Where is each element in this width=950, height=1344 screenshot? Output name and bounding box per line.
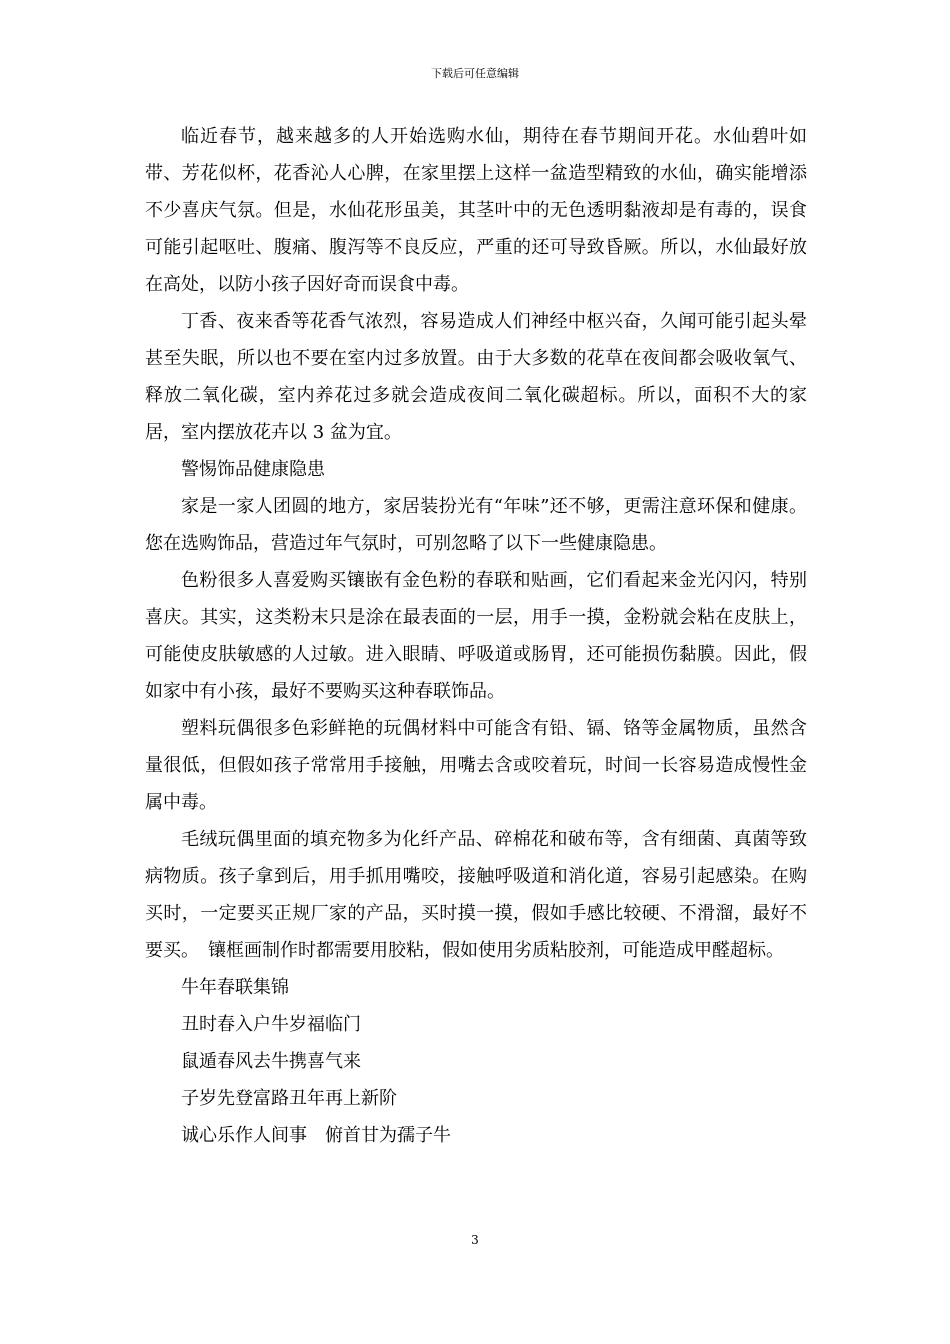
couplet-line: 鼠遁春风去牛携喜气来 xyxy=(181,1051,361,1072)
section-heading-decorations: 警惕饰品健康隐患 xyxy=(181,459,325,480)
paragraph-plush-toys: 毛绒玩偶里面的填充物多为化纤产品、碎棉花和破布等，含有细菌、真菌等致病物质。孩子拿到后，用手抓用嘴咬，接触呼吸道和消化道，容易引起感染。在购买时，一定要买正规厂家的产品，买时摸一摸，假如手感比较硬、不滑溜，最好不要买。 镶框画制作时都需要用胶粘，假如使用劣质粘胶剂，可能造成甲醛超标。 xyxy=(145,829,807,961)
couplet-line: 子岁先登富路丑年再上新阶 xyxy=(181,1088,397,1109)
page-number: 3 xyxy=(471,1233,479,1247)
couplet-line: 丑时春入户牛岁福临门 xyxy=(181,1014,361,1035)
paragraph-color-powder: 色粉很多人喜爱购买镶嵌有金色粉的春联和贴画，它们看起来金光闪闪，特别喜庆。其实，这类粉末只是涂在最表面的一层，用手一摸，金粉就会粘在皮肤上，可能使皮肤敏感的人过敏。进入眼睛、呼吸道或肠胃，还可能损伤黏膜。因此，假如家中有小孩，最好不要购买这种春联饰品。 xyxy=(145,570,807,702)
couplet-line: 诚心乐作人间事 俯首甘为孺子牛 xyxy=(181,1125,451,1146)
paragraph-fragrant-flowers: 丁香、夜来香等花香气浓烈，容易造成人们神经中枢兴奋，久闻可能引起头晕甚至失眠，所以也不要在室内过多放置。由于大多数的花草在夜间都会吸收氧气、释放二氧化碳，室内养花过多就会造成夜间二氧化碳超标。所以，面积不大的家居，室内摆放花卉以 3 盆为宜。 xyxy=(145,311,807,443)
paragraph-home-health: 家是一家人团圆的地方，家居装扮光有“年味”还不够，更需注意环保和健康。您在选购饰品，营造过年气氛时，可别忽略了以下一些健康隐患。 xyxy=(145,496,807,554)
paragraph-plastic-toys: 塑料玩偶很多色彩鲜艳的玩偶材料中可能含有铅、镉、铬等金属物质，虽然含量很低，但假如孩子常常用手接触，用嘴去含或咬着玩，时间一长容易造成慢性金属中毒。 xyxy=(145,718,807,813)
section-heading-couplets: 牛年春联集锦 xyxy=(181,977,289,998)
paragraph-narcissus: 临近春节，越来越多的人开始选购水仙，期待在春节期间开花。水仙碧叶如带、芳花似杯，花香沁人心脾，在家里摆上这样一盆造型精致的水仙，确实能增添不少喜庆气氛。但是，水仙花形虽美，其茎叶中的无色透明黏液却是有毒的，误食可能引起呕吐、腹痛、腹泻等不良反应，严重的还可导致昏厥。所以，水仙最好放在高处，以防小孩子因好奇而误食中毒。 xyxy=(145,126,807,295)
document-body xyxy=(145,118,807,1154)
page-header: 下载后可任意编辑 xyxy=(431,67,519,80)
